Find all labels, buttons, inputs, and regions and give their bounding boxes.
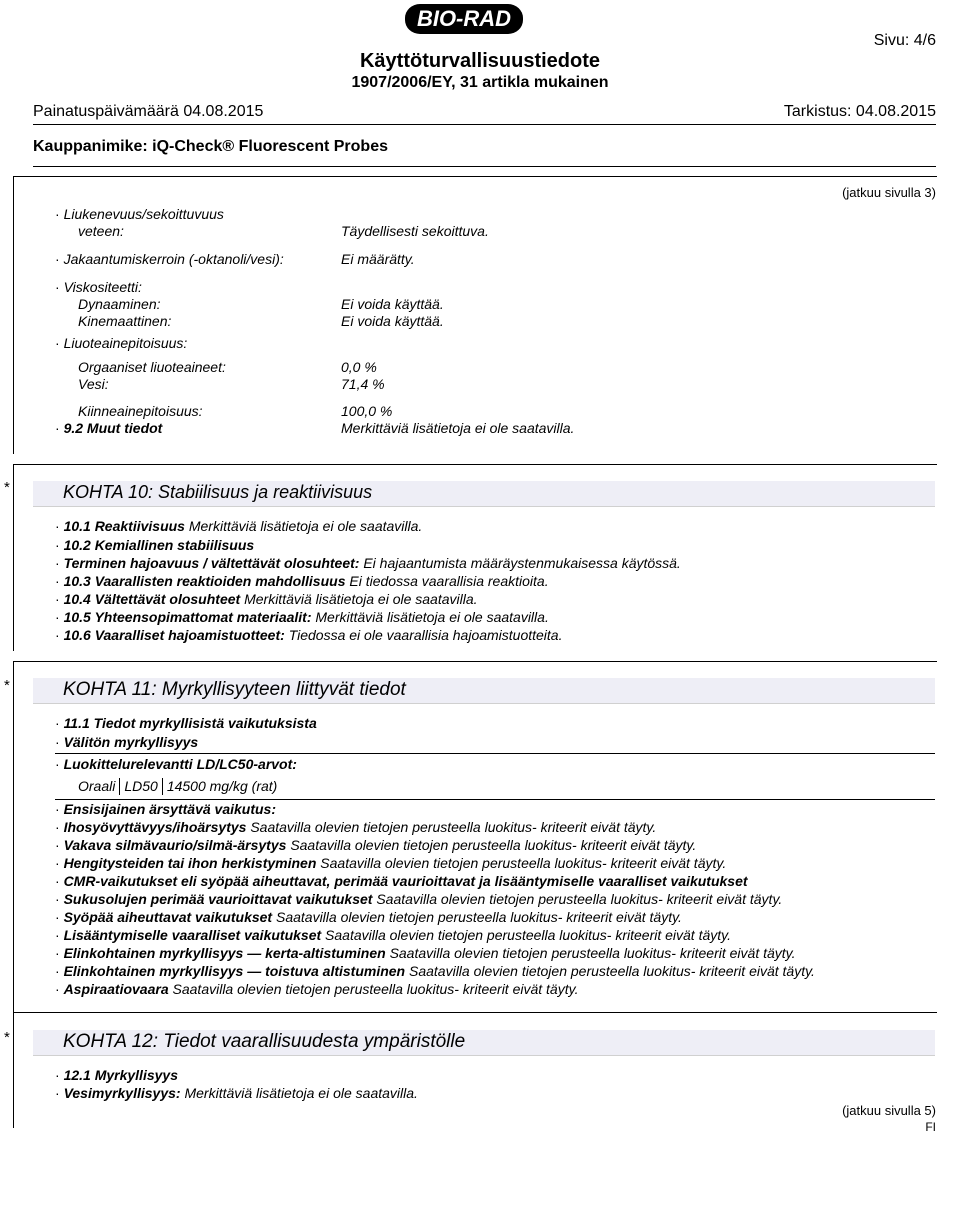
section-10-title: KOHTA 10: Stabiilisuus ja reaktiivisuus	[63, 482, 373, 502]
language-code: FI	[925, 1120, 936, 1134]
ld50-value: 14500 mg/kg (rat)	[162, 778, 281, 795]
ld50-box-divider	[55, 753, 935, 754]
reactivity: · 10.1 Reaktiivisuus Merkittäviä lisätietoja ei ole saatavilla.	[55, 518, 423, 534]
aspiration-hazard: · Aspiraatiovaara Saatavilla olevien tietojen perusteella luokitus- kriteerit eivät täyty.	[55, 981, 579, 997]
primary-irritant-effect: · Ensisijainen ärsyttävä vaikutus:	[55, 801, 276, 817]
section-10-change-marker: *	[4, 479, 10, 496]
table-row	[78, 778, 281, 795]
incompatible-materials: · 10.5 Yhteensopimattomat materiaalit: Merkittäviä lisätietoja ei ole saatavilla.	[55, 609, 549, 625]
ld50-box-bottom	[55, 799, 935, 800]
sensitisation: · Hengitysteiden tai ihon herkistyminen Saatavilla olevien tietojen perusteella luokitus- kriteerit eivät täyty.	[55, 855, 727, 871]
toxicological-effects: · 11.1 Tiedot myrkyllisistä vaikutuksista	[55, 715, 317, 731]
dynamic-value: Ei voida käyttää.	[341, 296, 444, 312]
section-10-header	[33, 481, 935, 507]
section-12-header	[33, 1030, 935, 1056]
solids-label: Kiinneainepitoisuus:	[78, 403, 203, 419]
other-info-label: · 9.2 Muut tiedot	[55, 420, 163, 436]
kinematic-label: Kinemaattinen:	[78, 313, 172, 329]
solubility-label: · Liukenevuus/sekoittuvuus	[55, 206, 224, 222]
water-label: Vesi:	[78, 376, 109, 392]
section-12-change-marker: *	[4, 1029, 10, 1046]
conditions-to-avoid: · 10.4 Vältettävät olosuhteet Merkittäviä lisätietoja ei ole saatavilla.	[55, 591, 478, 607]
ecotoxicity: · 12.1 Myrkyllisyys	[55, 1067, 178, 1083]
page-number: Sivu: 4/6	[873, 32, 936, 49]
chemical-stability: · 10.2 Kemiallinen stabiilisuus	[55, 537, 255, 553]
carcinogenicity: · Syöpää aiheuttavat vaikutukset Saatavilla olevien tietojen perusteella luokitus- kriteerit eivät täyty.	[55, 909, 682, 925]
product-name: Kauppanimike: iQ-Check® Fluorescent Probes	[33, 138, 388, 155]
solubility-label-2: veteen:	[78, 223, 124, 239]
acute-toxicity: · Välitön myrkyllisyys	[55, 734, 199, 750]
document-title: Käyttöturvallisuustiedote	[359, 50, 601, 72]
stot-single-exposure: · Elinkohtainen myrkyllisyys — kerta-altistuminen Saatavilla olevien tietojen perusteella luokitus- kriteerit eivät täyty.	[55, 945, 796, 961]
revision-date: Tarkistus: 04.08.2015	[783, 103, 936, 120]
header-divider	[33, 124, 936, 125]
solids-value: 100,0 %	[341, 403, 393, 419]
skin-corrosion: · Ihosyövyttävyys/ihoärsytys Saatavilla olevien tietojen perusteella luokitus- kriteerit eivät täyty.	[55, 819, 657, 835]
stot-repeated-exposure: · Elinkohtainen myrkyllisyys — toistuva altistuminen Saatavilla olevien tietojen perusteella luokitus- kriteerit eivät täyty.	[55, 963, 815, 979]
ld50-route: Oraali	[78, 778, 116, 794]
product-divider	[33, 166, 936, 167]
hazardous-reactions: · 10.3 Vaarallisten reaktioiden mahdollisuus Ei tiedossa vaarallisia reaktioita.	[55, 573, 549, 589]
solubility-value: Täydellisesti sekoittuva.	[341, 223, 489, 239]
water-value: 71,4 %	[341, 376, 385, 392]
organic-solvents-label: Orgaaniset liuoteaineet:	[78, 359, 226, 375]
ld50-type: LD50	[120, 778, 162, 795]
continued-from: (jatkuu sivulla 3)	[842, 185, 936, 200]
organic-solvents-value: 0,0 %	[341, 359, 377, 375]
other-info-value: Merkittäviä lisätietoja ei ole saatavilla.	[341, 420, 575, 436]
decomposition-products: · 10.6 Vaaralliset hajoamistuotteet: Tiedossa ei ole vaarallisia hajoamistuotteita.	[55, 627, 563, 643]
section-12-title: KOHTA 12: Tiedot vaarallisuudesta ympäristölle	[63, 1031, 466, 1052]
section-11-header	[33, 678, 935, 704]
cmr-effects: · CMR-vaikutukset eli syöpää aiheuttavat, perimää vaurioittavat ja lisääntymiselle vaaralliset vaikutukset	[55, 873, 748, 889]
germ-cell-mutagenicity: · Sukusolujen perimää vaurioittavat vaikutukset Saatavilla olevien tietojen perusteella luokitus- kriteerit eivät täyty.	[55, 891, 783, 907]
continued-to: (jatkuu sivulla 5)	[842, 1103, 936, 1118]
reproductive-toxicity: · Lisääntymiselle vaaralliset vaikutukset Saatavilla olevien tietojen perusteella luokitus- kriteerit eivät täyty.	[55, 927, 731, 943]
kinematic-value: Ei voida käyttää.	[341, 313, 444, 329]
partition-value: Ei määrätty.	[341, 251, 415, 267]
print-date: Painatuspäivämäärä 04.08.2015	[33, 103, 264, 120]
ld50-heading: · Luokittelurelevantti LD/LC50-arvot:	[55, 756, 297, 772]
aquatic-toxicity: · Vesimyrkyllisyys: Merkittäviä lisätietoja ei ole saatavilla.	[55, 1085, 418, 1101]
section-11-change-marker: *	[4, 677, 10, 694]
solvent-label: · Liuoteainepitoisuus:	[55, 335, 188, 351]
eye-damage: · Vakava silmävaurio/silmä-ärsytys Saatavilla olevien tietojen perusteella luokitus- kriteerit eivät täyty.	[55, 837, 697, 853]
dynamic-label: Dynaaminen:	[78, 296, 161, 312]
viscosity-label: · Viskositeetti:	[55, 279, 142, 295]
section-11-title: KOHTA 11: Myrkyllisyyteen liittyvät tiedot	[63, 679, 406, 700]
thermal-decomposition: · Terminen hajoavuus / vältettävät olosuhteet: Ei hajaantumista määräystenmukaisessa käytössä.	[55, 555, 681, 571]
bio-rad-logo: BIO-RAD	[405, 4, 523, 34]
partition-label: · Jakaantumiskerroin (-oktanoli/vesi):	[55, 251, 284, 267]
document-subtitle: 1907/2006/EY, 31 artikla mukainen	[351, 74, 609, 91]
ld50-table	[78, 778, 281, 795]
